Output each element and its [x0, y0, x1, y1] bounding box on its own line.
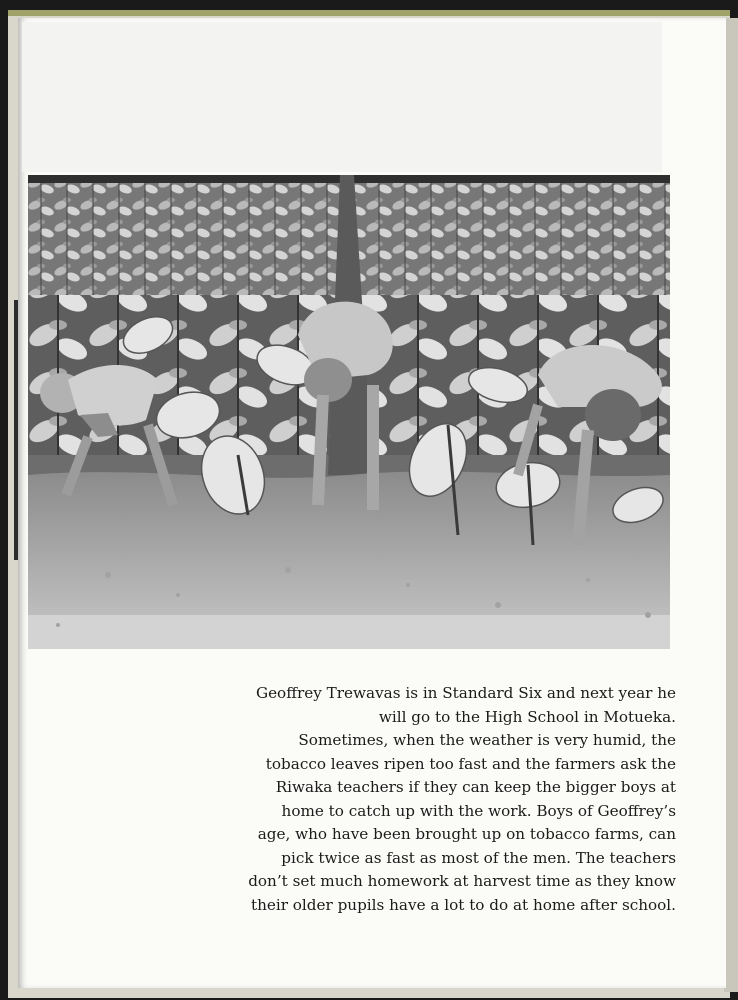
caption-line: their older pupils have a lot to do at home after school.	[250, 895, 676, 914]
book-cover-right-edge	[724, 18, 738, 992]
caption-line: age, who have been brought up on tobacco farms, can	[257, 825, 676, 843]
caption-line: don’t set much homework at harvest time as they know	[248, 872, 676, 890]
caption-line: tobacco leaves ripen too fast and the farmers ask the	[265, 754, 676, 773]
caption-line: Geoffrey Trewavas is in Standard Six and next year he	[255, 684, 676, 702]
caption-paragraph	[236, 682, 676, 917]
photo-illustration	[28, 175, 670, 649]
caption-line: pick twice as fast as most of the men. The teachers	[281, 848, 676, 867]
caption-line: home to catch up with the work. Boys of Geoffrey’s	[281, 801, 676, 820]
caption-line: Riwaka teachers if they can keep the bigger boys at	[275, 778, 676, 796]
caption-line: Sometimes, when the weather is very humid, the	[298, 731, 676, 749]
page-top-margin	[22, 22, 662, 172]
caption-line: will go to the High School in Motueka.	[378, 707, 676, 726]
tobacco-field-photo	[28, 175, 670, 649]
